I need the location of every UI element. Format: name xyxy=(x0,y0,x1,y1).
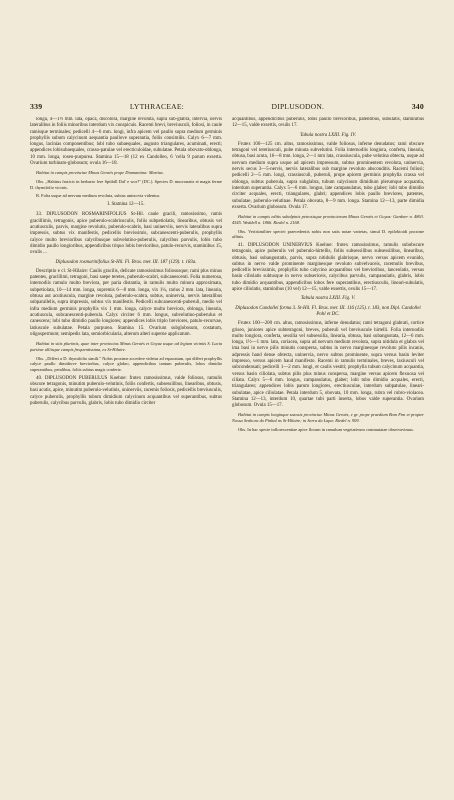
right-paragraph: Frutex 100—200 cm. altus, ramosissimus, inferne denudatus; rami tetragoni glabrati, cortice griseo, juniores apice subtetragoni, breves, puberuli vel breviuscule hirtelli. Folia internodiis multo longiora, conferta, sessilia vel subsessilia, linearia, obtusa, basi subangustata, 12—6 mm. longa, 1½—1 mm. lata, coriacea, supra ad nervum medium revoluta, supra nitidula et glabra vel ima basi in nervo pilis minutis conspersa, subtus in nervo marginesque revoluto pilis incanis, adpressis hand dense obtecta, uninervia, nervo subtus prominente, supra versus basin leviter impresso, versus apicem haud manifesto. Racemi in ramulis terminales, breves, laxiusculi vel subcondensati; pedicelli 1—2 mm. longi, et caulis vestiti; prophylla tubum calycinum acquantia, versus basin ciliolata, subtus pilis plus minus conspersa, margine versus apicem flexuosa vel ciliata. Calyx 5—6 mm. longus, campanulatus, glaber; lobi tubo dimidio acquales, erecti, triangulares; appendices lobis parum longiores, erectiusculae, interdum subpatulae, lineari-subulatae, apice ciliolatae. Petala interdum 5, obovata, 10 mm. longa, rubra vel rubro-violacea. Stamina 12—13, interdum 10, quartae tubi parti inserta, lobos valde superantia. Ovarium globosum. Ovula 15—17. xyxy=(232,321,424,409)
text-columns xyxy=(30,117,424,784)
left-paragraph: B. Folia usque ad nervum medium revoluta, subtus unincrvia videntur. xyxy=(36,193,160,199)
right-column xyxy=(232,117,424,784)
left-paragraph: 40. DIPLUSODON PUBERULUS Koehne: frutex ramosissimus, valde foliosus, ramulis obscure tetragonis, minutim puberulo-velutinis, foliis confertis, subsessilibus, linearibus, obtusis, basi acutis, apice, minutim puberulo-velutinis, uninerviis, racemis foliosis, pedicellis breviusculis, calyce puberulis, prophyllis tubum dimidium calycinum acquantibus vel superantibus, subtus puberulis, calycibus parvulis, glabris, lobis tubo dimidio circiter xyxy=(30,375,222,406)
right-paragraph: Diplusodon Candollei forma 3. St-Hil. Fl. Bras. mer. III. 116 (125). t. 183, non Dipl. Candollei Pohl et DC. xyxy=(235,305,421,317)
right-paragraph: Tabula nostra LXIII. Fig. IV. xyxy=(300,132,356,138)
running-title-left: LYTHRACEAE: xyxy=(129,102,184,111)
left-paragraph: Diplusodon rosmarinifolius St-Hil. Fl. Bras. mer. III. 187 (129). t. 183a. xyxy=(55,259,197,265)
right-paragraph: Frutex 100—125 cm. altus, ramosissimus, valde foliosus, inferne denudatus; rami obscure tetragoni vel teretiusculi, pube minuta subvelutini. Folia internodiis longiora, conferta, linearia, obtusa, basi acuta, 16—8 mm. longa, 2—1 mm lata, crassiuscula, pube velutina obtecta, usque ad nervum medium supra usque ad apicem impressum, subtus prominentem revoluta, uninervia, nervis secus 3—5-nervis, nervis lateralibus sub margine revoluto absconditis. Racemi foliosi; pedicelli 2—5 mm. longi, crassiusculi, puberuli, prope apicem germinis prophylla crassa vel oblonga, subtus puberula, supra subglabra, tubum calycinum dimidium plerumque acquantia, interdum superantia. Calyx 5—6 mm. longus, late campanulatus, tubo glaber; lobi tubo dimidio circiter acquales, erecti, triangulares, glabri; appendices lobis paullo breviores, patentes, subulatae, puberulo-velutinae. Petala obovata, 8—9 mm. longa. Stamina 12—13, parte dimidia exserta. Ovarium globosum. Ovula 17. xyxy=(232,141,424,210)
right-paragraph: Obs. Veriisimiliter speciei praecedentis nobis non satis notae varietas, simul D. epilobioidi proxime affinis. xyxy=(232,228,424,240)
left-paragraph: longa, 4—1½ mm. lata, opaca, discolora, margine revoluta, supra sub-glabra, intervia, nervis lateralibus in foliis minoribus interdum vix conspicuis. Racemi brevi, breviusculi, foliosi, in caule ramisque terminales; pedicelli 4—6 mm. longi, infra apicem vel paullo supra medium germinis prophyllis subum calycinum aequantia paullove superantia, foliis consimilis. Calyx 6—7 mm. longus, lacinias componentibus; lobi tubo subaequales, augusto triangulares, acuminati, erecti; appendices lobisubaequales, crasso-patulae vel erecticuloidae, subulatae. Petala obovato-oblonga, 10 mm. longa, roseo-purpurea. Stamina 15—18 (12 ex Candolleo, 6 'cella 9 parum exserta. Ovarium turbinato-globosum; ovula 16—18. xyxy=(30,117,222,167)
page-number-right: 340 xyxy=(411,102,424,111)
right-paragraph: Tabula nostra LXIII. Fig. V. xyxy=(300,296,356,302)
left-paragraph: Habitat in sitis plurimis, quae inter provincias Minas Geraës et Goyaz usque ad legium viciniis S. Lucia partitur alliisque campis frequentissima, ex St-Hilaire. xyxy=(30,341,222,352)
right-paragraph: 41. DIPLUSODON UNINERVIUS Koehne: frutex ramosissimus, ramulis subobscure tetragonis, apice puberulis vel puberulo-hirtellis, foliis subsessilibus subsessilibus, linearibus, obtusis, basi subangustatis, parvis, supra nitidulis glabrisque, nervo versus apicem evanido, subtus in nervo valde prominente marginesque revoluto subvelvaceis, racemulis brevibus, pedicellis brevissimis, prophyllis tubo calycino acquantibus vel brevioribus, lanceolatis, versus basin ciliolatis subtusque in nervo subsericeis, calycibus parvulis, campanulatis, glabris, lobis tubo dimidio acquantibus, appendicibus lobos fere superantibus, erectiusculis, lineari-subulatis, apice ciliolatis, staminibus (10 vel) 12—15, valde exsertis, ovulis 15—17. xyxy=(232,242,424,293)
right-paragraph: Habitat in campis longinque saxosis provinciae Minas Geraës, e gr. prope praedium Bom Fim et propter Nossa Senhora do Pinhal ns St-Hilaire; in Serra da Lapa: Riedel n. 909. xyxy=(232,412,424,424)
right-paragraph: Habitat in campis editis subalpinis petrosisque provinciarum Minas Geraës et Goyaz: Gardner n. 4863. 4545. Weddell n. 1866. Riedel n. 2168. xyxy=(232,214,424,225)
running-title-right: DIPLUSODON. xyxy=(271,102,325,111)
left-paragraph: Obs. „Differt a D. thymifolio simili." Nobis proxime accedere videtur ad espacatum, qui differt prophyllis calyce paullo dimidiove breviorbus, calyce glabro, appendicibus tantum puberulis, lobos dimidio superantibus, petalibus, foliis subtus magis conferte. xyxy=(30,355,222,372)
left-paragraph: I. Stamina 12—15. xyxy=(107,202,145,208)
right-paragraph: Obs. In hac specie inflorescentiae apice florum in ramulum vegetativum commutatae observavimus. xyxy=(238,426,414,432)
right-paragraph: acquantibus, appendicibus puberulis, lobis paullo brevioribus, patentibus, subulatis, staminibus 12—15, valde exsertis, ovulis 17. xyxy=(232,117,424,129)
page-header xyxy=(30,102,424,111)
left-paragraph: Habitat in campis provinciae Minas Geraës prope Diamantina: Martius. xyxy=(36,170,164,176)
left-paragraph: Obs. „Habitus fruticis in herbario fere Spitbill Dal' e wor?" (DC.). Species D. mucronatis et magis ferme D. thymifolio vicinis. xyxy=(30,179,222,190)
left-paragraph: Descriptio e cl. St-Hilaire: Caulis gracilis, delicate ramosissimus foliosusque; rami plus minus patentes, gracillimi, tetragoni, basi saepe teretes, puberulo-scabri, subcanescenti. Folia numerosa, internodiis ramulo multo breviora, per paria distantia, in ramulis multo minora approximata, subpetiolata, 10—14 mm. longa, supremis 6—8 mm. longa, vix 1¼, rarius 2 mm. lata, linearia, obtusa aut acutiuscula, margine revoluta, puberulo-scabra, subtus, uninervia, nervis lateralibus subparallelis, supra impressis, subtus vix manifestis. Pedicelli subcanescenti-puberuli, medio vel infra medium germinis prophyllis vix 1 mm. longa, calyce multo breviora, oblonga, linearia, acutiuscula, subcanescenti-puberula. Calyx circiter 6 mm. longus, subvelutino-puberulus et canescens; lobi tubo dimidio paullo longiores; appendices lobis triplo breviores, patulo-recurvae, latiuscule subulatae. Petala purpurea. Stamina 15. Ovarium subglobosum, costatum, oligospermum; semipedis lata, semiorbicularia, alterum alteri superne applicatum. xyxy=(30,268,222,337)
left-column xyxy=(30,117,222,784)
page-number-left: 339 xyxy=(30,102,43,111)
left-paragraph: 33. DIPLUSODON ROSMARINIFOLIUS St-Hil. caule gracili, ramosissimo, ramis gracillimis, tetragonis, apice puberulo-scabriusculis, foliis subpetiolatis, linearibus, obtusis vel acutiusculis, parvis, margine revolutis, puberulo-scabris, basi uninerviis, nervis lateralibus supra impressis, subtus vix manifestis, pedicellis brevissimis, subcanescenti-puberulis, prophyllis calyce multo brevioribus calycibusque subvelutino-puberulis, calycibus parvulis, lobis tubo dimidio paullo longioribus, appendicibus triquo lobis brevioribus, patulo-recurvis, staminibus 15, ovulis ... xyxy=(30,212,222,256)
